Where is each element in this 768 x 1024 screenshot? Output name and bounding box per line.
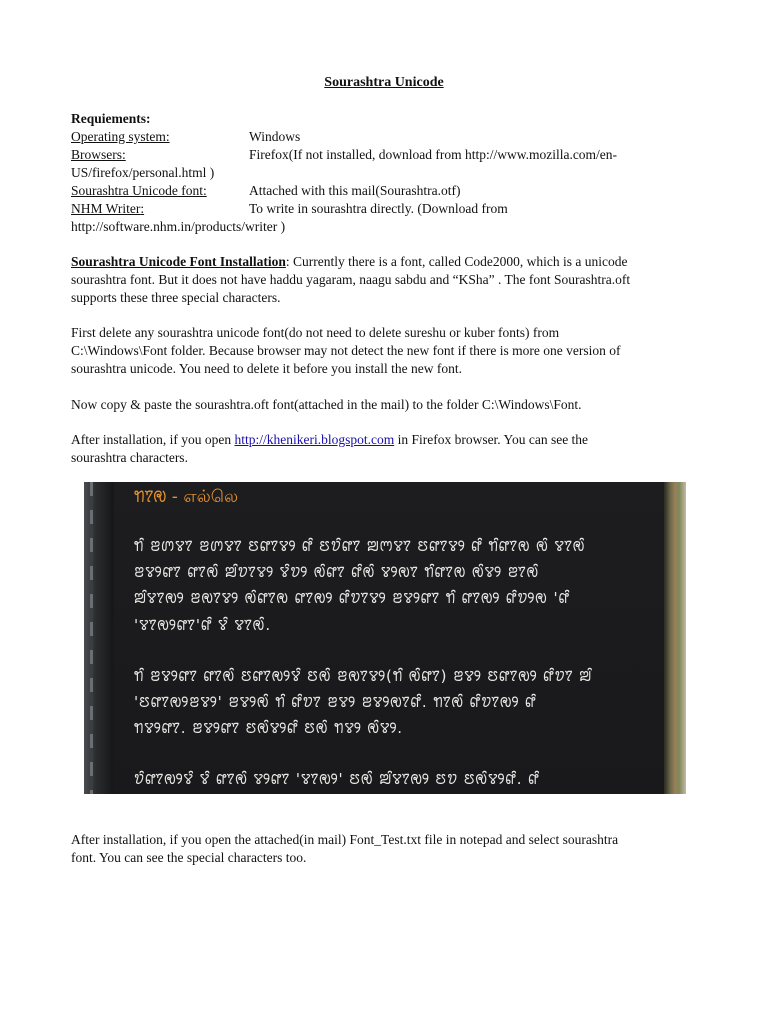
requirement-colon: : <box>140 201 145 216</box>
after-install-prefix: After installation, if you open <box>71 432 235 447</box>
screenshot-left-border <box>84 482 114 794</box>
screenshot-script-line: 'ꢄꢥꢵꢯꢾꢂꢮꢾ' ꢂꢮꢾꢯꢶ ꢒꢶ ꢥꢶꢫꢵ ꢂꢮꢾ ꢂꢮꢾꢯꢵꢥꢶ. ꢒꢵꢯꢶ ꢥꢶꢫꢵꢯꢾ ꢥꢶ <box>134 693 537 711</box>
installation-line-1 <box>71 253 701 271</box>
installation-line-3: supports these three special characters. <box>71 290 281 305</box>
screenshot-script-line: ꢪꢶꢮꢵꢯꢾ ꢂꢯꢵꢮꢾ ꢯꢶꢥꢵꢯ ꢥꢵꢯꢾ ꢥꢶꢫꢵꢮꢾ ꢂꢮꢾꢥꢵ ꢒꢶ ꢥꢵꢯꢾ ꢥꢶꢫꢾꢯ 'ꢥꢶ <box>134 589 571 607</box>
after-install-blog-paragraph <box>71 431 701 467</box>
requirement-label-text: Sourashtra Unicode font <box>71 183 203 198</box>
requirement-label <box>71 182 207 200</box>
requirement-value-continued: http://software.nhm.in/products/writer ) <box>71 219 286 234</box>
screenshot-script-line: ꢂꢮꢾꢥꢵ ꢥꢵꢯꢶ ꢪꢶꢫꢵꢮꢾ ꢮꢶꢫꢾ ꢯꢶꢥꢵ ꢥꢶꢯꢶ ꢮꢾꢯꢵ ꢒꢶꢥꢵꢯ ꢯꢶꢮꢾ ꢂꢵꢯꢶ <box>134 563 540 581</box>
after-install-line-2: sourashtra characters. <box>71 450 188 465</box>
installation-text: : Currently there is a font, called Code2000, which is a unicode <box>285 254 628 269</box>
requirement-colon: : <box>202 183 207 198</box>
screenshot-script-line: ꢫꢶꢥꢵꢯꢾꢮꢶ ꢮꢶ ꢥꢵꢯꢶ ꢮꢾꢥꢵ 'ꢮꢵꢯꢾ' ꢄꢯꢶ ꢪꢶꢮꢵꢯꢾ ꢄꢫ ꢄꢯꢶꢮꢾꢥꢶ. ꢥꢶ <box>134 770 540 788</box>
screenshot-script-line: ꢒꢶ ꢂꢩꢮꢵ ꢂꢩꢮꢵ ꢄꢥꢵꢮꢾ ꢥꢶ ꢄꢫꢶꢥꢵ ꢪꢳꢮꢵ ꢄꢥꢵꢮꢾ ꢥꢶ ꢒꢶꢥꢵꢯ ꢯꢶ ꢮꢵꢯꢶ <box>134 537 586 555</box>
delete-line-2: C:\Windows\Font folder. Because browser may not detect the new font if there is more one version of <box>71 343 621 358</box>
copy-font-paragraph <box>71 396 701 414</box>
after-install-line-1 <box>71 431 701 449</box>
blog-link[interactable]: http://khenikeri.blogspot.com <box>234 432 395 447</box>
installation-paragraph <box>71 253 701 307</box>
delete-line-1: First delete any sourashtra unicode font(do not need to delete sureshu or kuber fonts) from <box>71 325 560 340</box>
installation-heading: Sourashtra Unicode Font Installation <box>71 254 286 269</box>
requirement-label-text: NHM Writer <box>71 201 141 216</box>
notepad-line-2: font. You can see the special characters too. <box>71 850 307 865</box>
requirement-label: Operating system: <box>71 129 170 144</box>
delete-font-paragraph <box>71 324 701 378</box>
requirement-value: To write in sourashtra directly. (Download from <box>249 201 508 216</box>
requirement-value: Windows <box>249 129 301 144</box>
screenshot-right-border <box>664 482 686 794</box>
screenshot-title: ꢒꢵꢯ - எல்லெ <box>134 487 239 507</box>
requirement-value-continued: US/firefox/personal.html ) <box>71 165 215 180</box>
after-install-notepad-paragraph <box>71 831 701 867</box>
after-install-suffix: in Firefox browser. You can see the <box>394 432 589 447</box>
delete-line-3: sourashtra unicode. You need to delete it before you install the new font. <box>71 361 463 376</box>
copy-line: Now copy & paste the sourashtra.oft font(attached in the mail) to the folder C:\Windows\Font. <box>71 397 582 412</box>
screenshot-script-line: 'ꢮꢵꢯꢾꢥꢵ'ꢥꢶ ꢮꢶ ꢮꢵꢯꢶ. <box>134 616 272 634</box>
notepad-line-1: After installation, if you open the attached(in mail) Font_Test.txt file in notepad and select sourashtra <box>71 832 619 847</box>
requirement-label <box>71 200 144 218</box>
requirement-value: Attached with this mail(Sourashtra.otf) <box>249 183 461 198</box>
requirement-value: Firefox(If not installed, download from http://www.mozilla.com/en- <box>249 147 618 162</box>
blog-screenshot-image <box>84 482 686 794</box>
requirement-label: Browsers: <box>71 147 126 162</box>
screenshot-script-line: ꢒꢮꢾꢥꢵ. ꢂꢮꢾꢥꢵ ꢄꢯꢶꢮꢾꢥꢶ ꢄꢯꢶ ꢒꢮꢾ ꢯꢶꢮꢾ. <box>134 719 404 737</box>
page-title: Sourashtra Unicode <box>324 75 444 90</box>
screenshot-script-line: ꢒꢶ ꢂꢮꢾꢥꢵ ꢥꢵꢯꢶ ꢄꢥꢵꢯꢾꢮꢶ ꢄꢯꢶ ꢂꢯꢵꢮꢾ(ꢒꢶ ꢯꢶꢥꢵ) ꢂꢮꢾ ꢄꢥꢵꢯꢾ ꢥꢶꢫꢵ ꢪꢶ <box>134 667 593 685</box>
requirements-heading: Requiements: <box>71 111 151 126</box>
installation-line-2: sourashtra font. But it does not have haddu yagaram, naagu sabdu and “KSha” . The font Sourashtra.oft <box>71 272 631 287</box>
